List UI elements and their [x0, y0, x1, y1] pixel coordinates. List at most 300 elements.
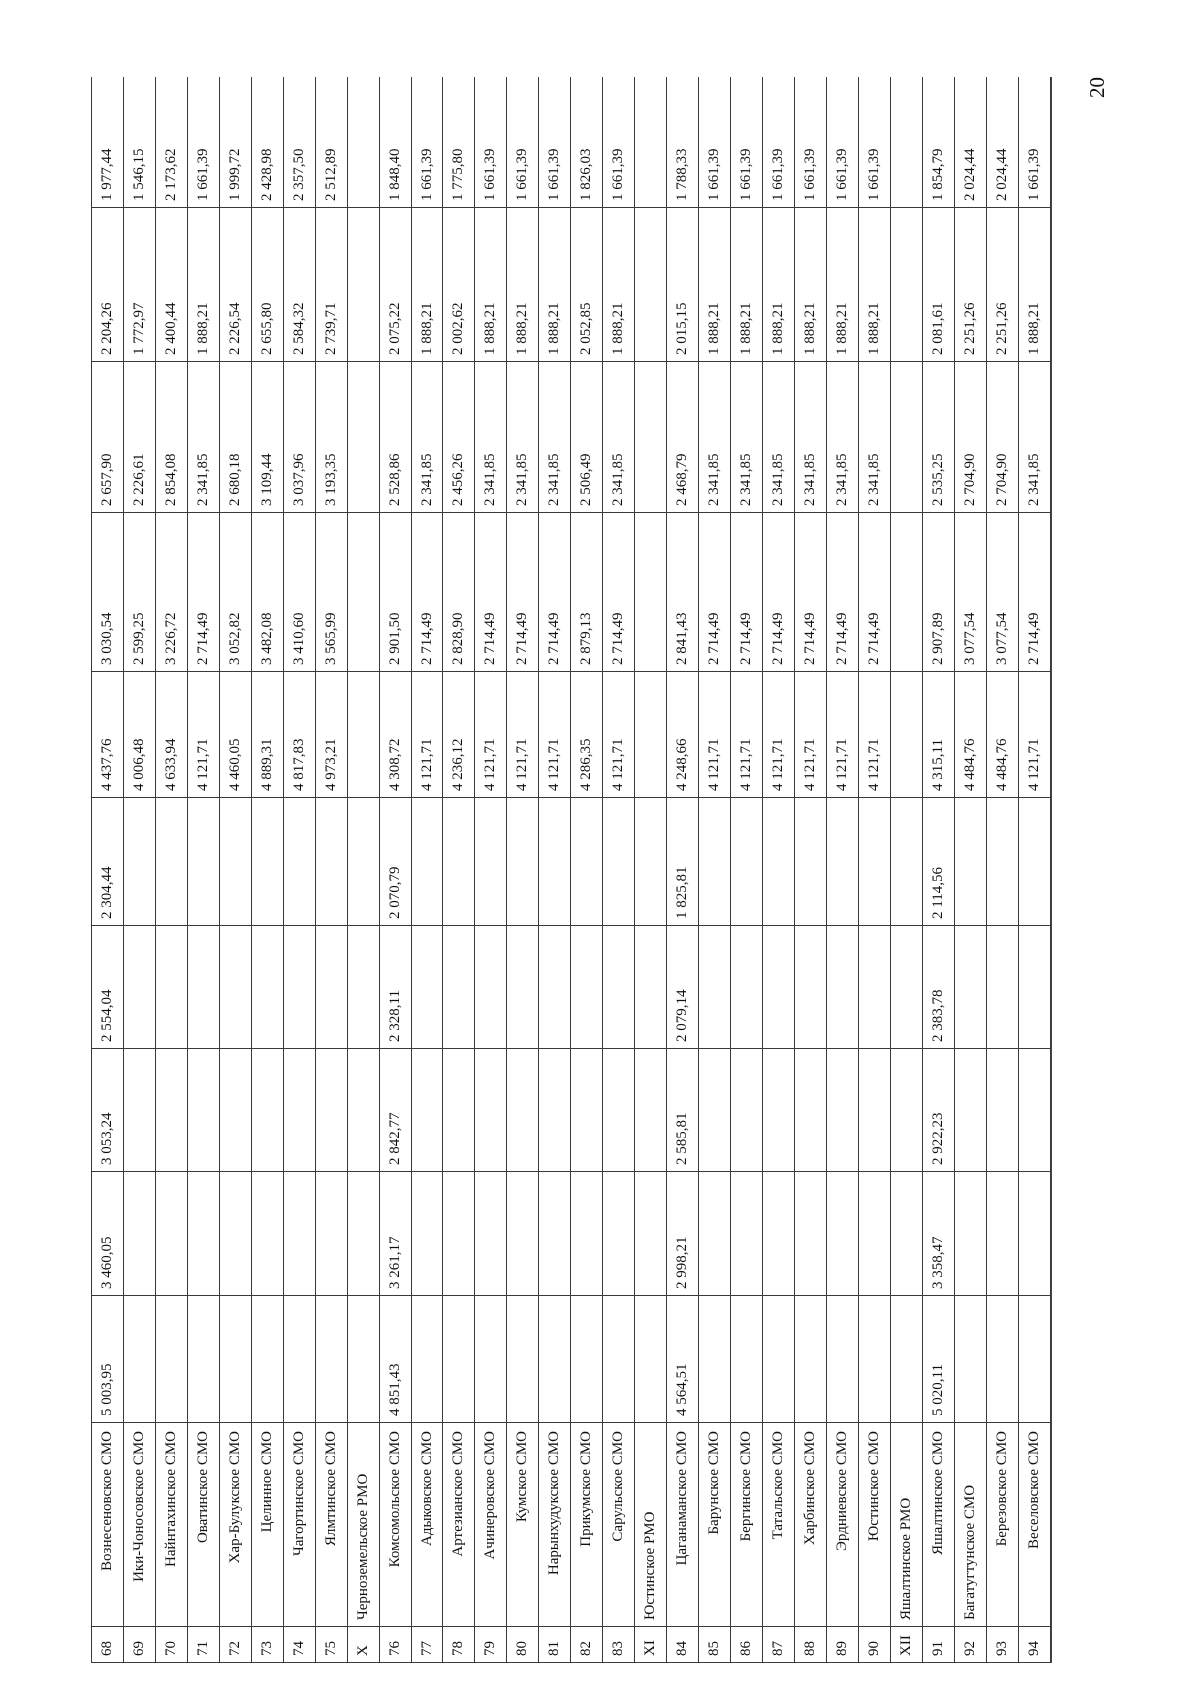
value-cell: [155, 1172, 187, 1296]
table-row: [667, 77, 699, 1663]
value-cell: 2 714,49: [187, 513, 219, 672]
value-cell: [1018, 1296, 1050, 1423]
value-cell: 1 888,21: [187, 208, 219, 362]
value-cell: 3 410,60: [283, 513, 315, 672]
value-cell: [347, 513, 379, 672]
value-cell: [794, 1296, 826, 1423]
value-cell: [475, 1049, 507, 1172]
value-cell: 2 841,43: [667, 513, 699, 672]
value-cell: 4 121,71: [603, 672, 635, 798]
value-cell: [954, 798, 986, 926]
value-cell: [283, 1172, 315, 1296]
value-cell: [443, 1296, 475, 1423]
value-cell: [954, 1049, 986, 1172]
row-number-cell: 90: [858, 1627, 890, 1663]
value-cell: 4 121,71: [731, 672, 763, 798]
value-cell: 2 226,54: [219, 208, 251, 362]
row-number-cell: 82: [571, 1627, 603, 1663]
row-number-cell: 83: [603, 1627, 635, 1663]
value-cell: [571, 1172, 603, 1296]
value-cell: 2 512,89: [315, 77, 347, 208]
value-cell: [858, 1172, 890, 1296]
value-cell: [251, 1172, 283, 1296]
value-cell: 4 286,35: [571, 672, 603, 798]
value-cell: [635, 362, 667, 513]
municipality-name-cell: Ачинеровское СМО: [475, 1423, 507, 1627]
value-cell: [155, 926, 187, 1049]
value-cell: 2 024,44: [954, 77, 986, 208]
value-cell: [890, 1172, 922, 1296]
value-cell: [283, 798, 315, 926]
value-cell: [187, 1049, 219, 1172]
table-row: [123, 77, 155, 1663]
value-cell: 1 848,40: [379, 77, 411, 208]
value-cell: [347, 77, 379, 208]
value-cell: [763, 1049, 795, 1172]
value-cell: [187, 1172, 219, 1296]
value-cell: 2 304,44: [92, 798, 124, 926]
row-number-cell: 86: [731, 1627, 763, 1663]
value-cell: 2 714,49: [603, 513, 635, 672]
value-cell: 1 888,21: [603, 208, 635, 362]
value-cell: 2 002,62: [443, 208, 475, 362]
value-cell: 1 977,44: [92, 77, 124, 208]
value-cell: [571, 1296, 603, 1423]
municipality-name-cell: Чагортинское СМО: [283, 1423, 315, 1627]
value-cell: [123, 1049, 155, 1172]
value-cell: 2 907,89: [922, 513, 954, 672]
value-cell: [858, 798, 890, 926]
value-cell: [763, 1296, 795, 1423]
value-cell: [219, 926, 251, 1049]
value-cell: [890, 926, 922, 1049]
value-cell: 2 655,80: [251, 208, 283, 362]
value-cell: [635, 1172, 667, 1296]
value-cell: 2 554,04: [92, 926, 124, 1049]
value-cell: [315, 1172, 347, 1296]
value-cell: [219, 1049, 251, 1172]
value-cell: 2 400,44: [155, 208, 187, 362]
value-cell: [507, 798, 539, 926]
table-row: [155, 77, 187, 1663]
value-cell: 2 341,85: [699, 362, 731, 513]
row-number-cell: 80: [507, 1627, 539, 1663]
value-cell: [1018, 1049, 1050, 1172]
value-cell: 4 121,71: [1018, 672, 1050, 798]
value-cell: [347, 1172, 379, 1296]
municipality-name-cell: Хар-Булукское СМО: [219, 1423, 251, 1627]
municipality-name-cell: Березовское СМО: [986, 1423, 1018, 1627]
value-cell: [1018, 798, 1050, 926]
municipality-name-cell: Ялмтинское СМО: [315, 1423, 347, 1627]
row-number-cell: 69: [123, 1627, 155, 1663]
value-cell: 4 564,51: [667, 1296, 699, 1423]
table-row: [539, 77, 571, 1663]
value-cell: 1 661,39: [475, 77, 507, 208]
value-cell: 1 888,21: [858, 208, 890, 362]
table-row: [315, 77, 347, 1663]
row-number-cell: 71: [187, 1627, 219, 1663]
value-cell: [826, 926, 858, 1049]
value-cell: [571, 1049, 603, 1172]
value-cell: 4 121,71: [411, 672, 443, 798]
value-cell: 2 714,49: [1018, 513, 1050, 672]
value-cell: [794, 1049, 826, 1172]
value-cell: [411, 1296, 443, 1423]
value-cell: [890, 672, 922, 798]
value-cell: 2 341,85: [826, 362, 858, 513]
value-cell: [794, 798, 826, 926]
value-cell: 2 456,26: [443, 362, 475, 513]
value-cell: 4 121,71: [858, 672, 890, 798]
value-cell: [603, 1296, 635, 1423]
value-cell: [187, 926, 219, 1049]
municipality-name-cell: Черноземельское РМО: [347, 1423, 379, 1627]
rotated-table-container: [91, 77, 1051, 1663]
table-row: [475, 77, 507, 1663]
value-cell: [315, 798, 347, 926]
table-row: [1018, 77, 1050, 1663]
row-number-cell: 78: [443, 1627, 475, 1663]
value-cell: [826, 1172, 858, 1296]
table-row: [251, 77, 283, 1663]
value-cell: [794, 926, 826, 1049]
table-row: [283, 77, 315, 1663]
value-cell: [826, 798, 858, 926]
value-cell: [1018, 926, 1050, 1049]
value-cell: 2 680,18: [219, 362, 251, 513]
municipality-name-cell: Барунское СМО: [699, 1423, 731, 1627]
value-cell: 2 599,25: [123, 513, 155, 672]
value-cell: 1 661,39: [603, 77, 635, 208]
table-row: [763, 77, 795, 1663]
value-cell: 2 714,49: [699, 513, 731, 672]
value-cell: [986, 1049, 1018, 1172]
value-cell: 2 341,85: [731, 362, 763, 513]
value-cell: 4 121,71: [826, 672, 858, 798]
value-cell: 1 546,15: [123, 77, 155, 208]
municipality-name-cell: Ики-Чоносовское СМО: [123, 1423, 155, 1627]
value-cell: [123, 1172, 155, 1296]
page-number: 20: [1085, 77, 1109, 98]
value-cell: [475, 1172, 507, 1296]
value-cell: [283, 926, 315, 1049]
municipality-name-cell: Прикумское СМО: [571, 1423, 603, 1627]
value-cell: 4 236,12: [443, 672, 475, 798]
value-cell: [986, 798, 1018, 926]
value-cell: 1 661,39: [187, 77, 219, 208]
value-cell: [890, 77, 922, 208]
value-cell: [315, 926, 347, 1049]
row-number-cell: 77: [411, 1627, 443, 1663]
row-number-cell: X: [347, 1627, 379, 1663]
value-cell: 3 358,47: [922, 1172, 954, 1296]
value-cell: [475, 1296, 507, 1423]
value-cell: 3 077,54: [986, 513, 1018, 672]
value-cell: [986, 1296, 1018, 1423]
value-cell: 1 888,21: [475, 208, 507, 362]
value-cell: 3 109,44: [251, 362, 283, 513]
value-cell: 2 341,85: [539, 362, 571, 513]
row-number-cell: XII: [890, 1627, 922, 1663]
value-cell: [187, 1296, 219, 1423]
table-row: [635, 77, 667, 1663]
tariff-table: [91, 77, 1051, 1663]
row-number-cell: 73: [251, 1627, 283, 1663]
value-cell: [635, 798, 667, 926]
value-cell: [411, 798, 443, 926]
value-cell: 2 024,44: [986, 77, 1018, 208]
value-cell: 5 003,95: [92, 1296, 124, 1423]
value-cell: [187, 798, 219, 926]
value-cell: 4 006,48: [123, 672, 155, 798]
table-row: [347, 77, 379, 1663]
value-cell: 3 193,35: [315, 362, 347, 513]
value-cell: 4 248,66: [667, 672, 699, 798]
value-cell: 2 251,26: [986, 208, 1018, 362]
value-cell: 2 828,90: [443, 513, 475, 672]
value-cell: 2 879,13: [571, 513, 603, 672]
value-cell: 4 121,71: [475, 672, 507, 798]
value-cell: 2 204,26: [92, 208, 124, 362]
value-cell: 2 714,49: [763, 513, 795, 672]
value-cell: 1 888,21: [826, 208, 858, 362]
value-cell: [954, 926, 986, 1049]
value-cell: 4 121,71: [507, 672, 539, 798]
value-cell: 4 484,76: [954, 672, 986, 798]
value-cell: [603, 798, 635, 926]
municipality-name-cell: Целинное СМО: [251, 1423, 283, 1627]
value-cell: 2 341,85: [1018, 362, 1050, 513]
value-cell: 2 584,32: [283, 208, 315, 362]
value-cell: [155, 798, 187, 926]
value-cell: [443, 1049, 475, 1172]
row-number-cell: 89: [826, 1627, 858, 1663]
row-number-cell: 87: [763, 1627, 795, 1663]
value-cell: [219, 1172, 251, 1296]
value-cell: 2 714,49: [539, 513, 571, 672]
municipality-name-cell: Яшалтинское РМО: [890, 1423, 922, 1627]
table-row: [443, 77, 475, 1663]
value-cell: [890, 1049, 922, 1172]
value-cell: [443, 926, 475, 1049]
value-cell: 2 081,61: [922, 208, 954, 362]
value-cell: 4 121,71: [187, 672, 219, 798]
value-cell: [347, 362, 379, 513]
value-cell: [794, 1172, 826, 1296]
value-cell: [411, 926, 443, 1049]
value-cell: 1 788,33: [667, 77, 699, 208]
value-cell: 1 661,39: [858, 77, 890, 208]
municipality-name-cell: Артезианское СМО: [443, 1423, 475, 1627]
row-number-cell: 88: [794, 1627, 826, 1663]
value-cell: [699, 926, 731, 1049]
value-cell: [603, 926, 635, 1049]
municipality-name-cell: Харбинское СМО: [794, 1423, 826, 1627]
value-cell: 3 261,17: [379, 1172, 411, 1296]
value-cell: [251, 1296, 283, 1423]
value-cell: [315, 1296, 347, 1423]
value-cell: [443, 798, 475, 926]
value-cell: 1 888,21: [539, 208, 571, 362]
value-cell: 4 121,71: [539, 672, 571, 798]
value-cell: [635, 672, 667, 798]
value-cell: 1 825,81: [667, 798, 699, 926]
municipality-name-cell: Бергинское СМО: [731, 1423, 763, 1627]
value-cell: [347, 208, 379, 362]
value-cell: [635, 926, 667, 1049]
value-cell: [858, 1049, 890, 1172]
value-cell: 2 079,14: [667, 926, 699, 1049]
value-cell: [539, 926, 571, 1049]
table-row: [219, 77, 251, 1663]
value-cell: 2 704,90: [954, 362, 986, 513]
table-row: [411, 77, 443, 1663]
municipality-name-cell: Яшалтинское СМО: [922, 1423, 954, 1627]
value-cell: 2 114,56: [922, 798, 954, 926]
value-cell: [635, 208, 667, 362]
value-cell: 4 437,76: [92, 672, 124, 798]
value-cell: [890, 208, 922, 362]
row-number-cell: 85: [699, 1627, 731, 1663]
value-cell: [123, 926, 155, 1049]
value-cell: [123, 798, 155, 926]
row-number-cell: 79: [475, 1627, 507, 1663]
value-cell: [443, 1172, 475, 1296]
value-cell: 4 121,71: [794, 672, 826, 798]
row-number-cell: 84: [667, 1627, 699, 1663]
value-cell: [699, 1296, 731, 1423]
value-cell: 2 714,49: [826, 513, 858, 672]
value-cell: [699, 798, 731, 926]
value-cell: 2 428,98: [251, 77, 283, 208]
value-cell: [826, 1049, 858, 1172]
value-cell: 2 341,85: [411, 362, 443, 513]
value-cell: [858, 1296, 890, 1423]
value-cell: 2 714,49: [858, 513, 890, 672]
row-number-cell: 72: [219, 1627, 251, 1663]
value-cell: 2 251,26: [954, 208, 986, 362]
value-cell: 1 661,39: [1018, 77, 1050, 208]
value-cell: [890, 362, 922, 513]
table-row: [379, 77, 411, 1663]
value-cell: [986, 926, 1018, 1049]
value-cell: 1 661,39: [539, 77, 571, 208]
table-row: [699, 77, 731, 1663]
value-cell: 4 121,71: [699, 672, 731, 798]
value-cell: 2 341,85: [507, 362, 539, 513]
value-cell: 2 052,85: [571, 208, 603, 362]
value-cell: 2 528,86: [379, 362, 411, 513]
value-cell: 2 341,85: [603, 362, 635, 513]
value-cell: 5 020,11: [922, 1296, 954, 1423]
row-number-cell: 76: [379, 1627, 411, 1663]
value-cell: 2 657,90: [92, 362, 124, 513]
value-cell: [858, 926, 890, 1049]
value-cell: [347, 798, 379, 926]
value-cell: 4 633,94: [155, 672, 187, 798]
value-cell: [763, 1172, 795, 1296]
value-cell: 1 999,72: [219, 77, 251, 208]
value-cell: 3 052,82: [219, 513, 251, 672]
row-number-cell: 68: [92, 1627, 124, 1663]
value-cell: [251, 798, 283, 926]
value-cell: [571, 926, 603, 1049]
value-cell: 2 226,61: [123, 362, 155, 513]
value-cell: [251, 1049, 283, 1172]
municipality-name-cell: Нарынхудукское СМО: [539, 1423, 571, 1627]
value-cell: 2 357,50: [283, 77, 315, 208]
value-cell: [699, 1172, 731, 1296]
value-cell: 2 173,62: [155, 77, 187, 208]
value-cell: [954, 1296, 986, 1423]
value-cell: 2 922,23: [922, 1049, 954, 1172]
value-cell: 1 888,21: [763, 208, 795, 362]
value-cell: 4 817,83: [283, 672, 315, 798]
table-row: [826, 77, 858, 1663]
table-row: [858, 77, 890, 1663]
value-cell: [699, 1049, 731, 1172]
value-cell: 3 030,54: [92, 513, 124, 672]
value-cell: 4 121,71: [763, 672, 795, 798]
value-cell: 2 998,21: [667, 1172, 699, 1296]
row-number-cell: 74: [283, 1627, 315, 1663]
value-cell: [635, 1296, 667, 1423]
table-row: [890, 77, 922, 1663]
value-cell: [731, 798, 763, 926]
row-number-cell: 75: [315, 1627, 347, 1663]
value-cell: [507, 1049, 539, 1172]
municipality-name-cell: Комсомольское СМО: [379, 1423, 411, 1627]
value-cell: 4 889,31: [251, 672, 283, 798]
value-cell: [890, 1296, 922, 1423]
municipality-name-cell: Эрдниевское СМО: [826, 1423, 858, 1627]
value-cell: [155, 1296, 187, 1423]
value-cell: [826, 1296, 858, 1423]
municipality-name-cell: Юстинское РМО: [635, 1423, 667, 1627]
value-cell: [539, 1296, 571, 1423]
value-cell: [507, 1296, 539, 1423]
municipality-name-cell: Найнтахинское СМО: [155, 1423, 187, 1627]
value-cell: 2 070,79: [379, 798, 411, 926]
table-row: [731, 77, 763, 1663]
value-cell: [539, 1049, 571, 1172]
value-cell: 1 888,21: [794, 208, 826, 362]
value-cell: 2 714,49: [794, 513, 826, 672]
value-cell: 2 714,49: [475, 513, 507, 672]
value-cell: 2 075,22: [379, 208, 411, 362]
value-cell: 1 888,21: [731, 208, 763, 362]
value-cell: 2 341,85: [187, 362, 219, 513]
value-cell: [986, 1172, 1018, 1296]
value-cell: [539, 1172, 571, 1296]
municipality-name-cell: Сарульское СМО: [603, 1423, 635, 1627]
value-cell: [507, 926, 539, 1049]
value-cell: 1 661,39: [763, 77, 795, 208]
value-cell: 4 308,72: [379, 672, 411, 798]
value-cell: 1 775,80: [443, 77, 475, 208]
value-cell: [571, 798, 603, 926]
row-number-cell: 70: [155, 1627, 187, 1663]
value-cell: [890, 513, 922, 672]
value-cell: 4 851,43: [379, 1296, 411, 1423]
value-cell: 1 772,97: [123, 208, 155, 362]
value-cell: 1 661,39: [794, 77, 826, 208]
value-cell: [315, 1049, 347, 1172]
value-cell: [219, 798, 251, 926]
value-cell: 1 888,21: [1018, 208, 1050, 362]
value-cell: [347, 1296, 379, 1423]
